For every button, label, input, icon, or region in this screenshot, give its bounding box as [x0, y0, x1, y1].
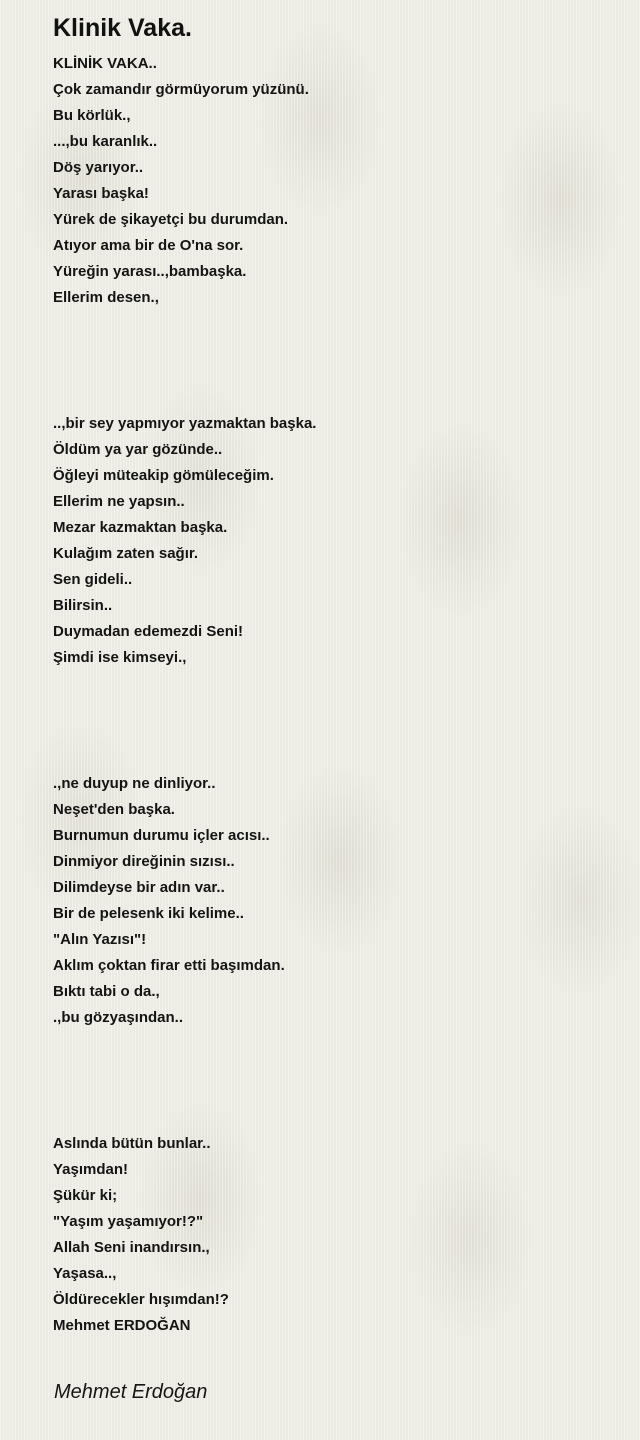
poem-line: .,ne duyup ne dinliyor.. — [53, 775, 216, 792]
poem-line: Atıyor ama bir de O'na sor. — [53, 237, 244, 254]
poem-line: Mezar kazmaktan başka. — [53, 519, 228, 536]
poem-line: Bilirsin.. — [53, 597, 113, 614]
poem-line: Şükür ki; — [53, 1187, 118, 1204]
poem-line: Yarası başka! — [53, 185, 149, 202]
poem-stanza — [53, 771, 613, 1031]
poem-line: Allah Seni inandırsın., — [53, 1239, 210, 1256]
poem-line: Dinmiyor direğinin sızısı.. — [53, 853, 235, 870]
poem-line: Yaşasa.., — [53, 1265, 117, 1282]
poem-line: ..,bir sey yapmıyor yazmaktan başka. — [53, 415, 317, 432]
poem-line: Duymadan edemezdi Seni! — [53, 623, 244, 640]
poem-line: ...,bu karanlık.. — [53, 133, 158, 150]
poem-title: Klinik Vaka. — [53, 14, 192, 42]
poem-stanza — [53, 411, 613, 671]
poem-line: Şimdi ise kimseyi., — [53, 649, 187, 666]
poem-line: "Yaşım yaşamıyor!?" — [53, 1213, 204, 1230]
poem-line: Öldürecekler hışımdan!? — [53, 1291, 229, 1308]
poem-line: Çok zamandır görmüyorum yüzünü. — [53, 81, 309, 98]
poem-line: "Alın Yazısı"! — [53, 931, 147, 948]
poem-line: Neşet'den başka. — [53, 801, 175, 818]
poem-line: Döş yarıyor.. — [53, 159, 144, 176]
poem-line: Ellerim ne yapsın.. — [53, 493, 185, 510]
author-signature: Mehmet Erdoğan — [54, 1381, 208, 1403]
poem-line: Yüreğin yarası..,bambaşka. — [53, 263, 247, 280]
poem-line: Bıktı tabi o da., — [53, 983, 160, 1000]
poem-line: Kulağım zaten sağır. — [53, 545, 199, 562]
poem-line: Yürek de şikayetçi bu durumdan. — [53, 211, 289, 228]
poem-line: Dilimdeyse bir adın var.. — [53, 879, 225, 896]
poem-line: Burnumun durumu içler acısı.. — [53, 827, 270, 844]
poem-stanza — [53, 1131, 613, 1339]
poem-line: Aklım çoktan firar etti başımdan. — [53, 957, 285, 974]
poem-line: Aslında bütün bunlar.. — [53, 1135, 211, 1152]
poem-line: Yaşımdan! — [53, 1161, 129, 1178]
poem-line: Sen gideli.. — [53, 571, 133, 588]
poem-line: Ellerim desen., — [53, 289, 159, 306]
poem-stanza — [53, 51, 613, 311]
poem-line: Mehmet ERDOĞAN — [53, 1317, 191, 1334]
poem-line: Öldüm ya yar gözünde.. — [53, 441, 223, 458]
poem-line: Bu körlük., — [53, 107, 131, 124]
poem-line: Öğleyi müteakip gömüleceğim. — [53, 467, 274, 484]
poem-line: Bir de pelesenk iki kelime.. — [53, 905, 244, 922]
poem-line: KLİNİK VAKA.. — [53, 55, 157, 72]
poem-line: .,bu gözyaşından.. — [53, 1009, 184, 1026]
